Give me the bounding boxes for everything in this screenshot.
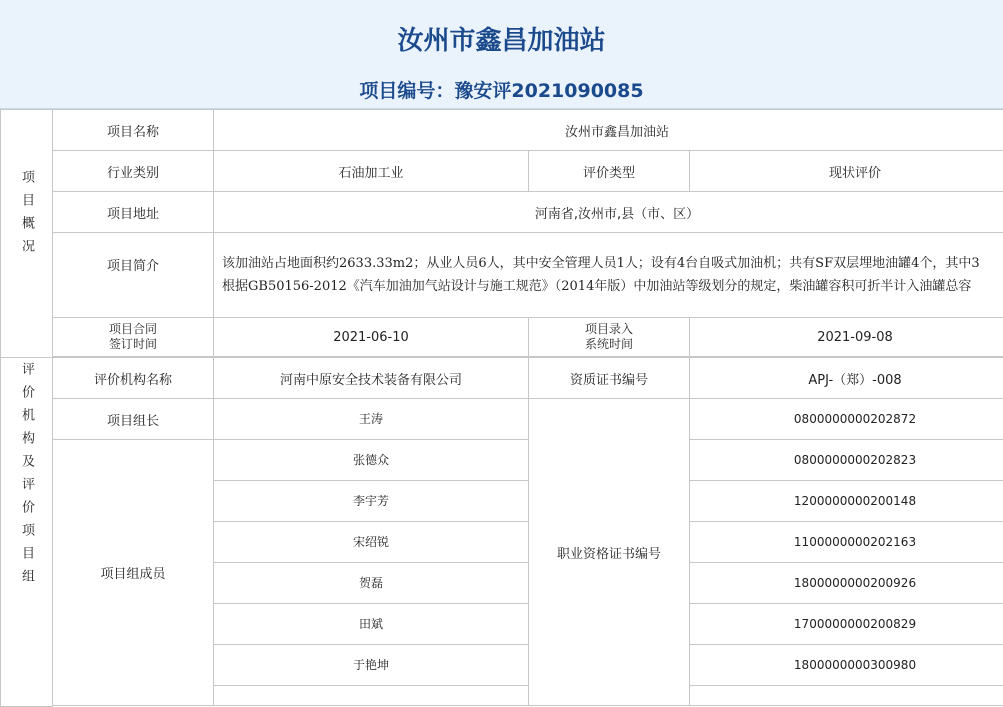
member-name: 张德众 bbox=[214, 440, 529, 481]
address-value: 河南省,汝州市,县（市、区） bbox=[214, 192, 1003, 233]
project-name-value: 汝州市鑫昌加油站 bbox=[214, 110, 1003, 151]
cert-label: 资质证书编号 bbox=[529, 358, 690, 399]
contract-date-label: 项目合同 签订时间 bbox=[53, 318, 214, 357]
eval-type-value: 现状评价 bbox=[690, 151, 1003, 192]
address-label: 项目地址 bbox=[53, 192, 214, 233]
member-name: 宋绍锐 bbox=[214, 522, 529, 563]
member-cert: 1100000000202163 bbox=[690, 522, 1003, 563]
member-cert: 0800000000202823 bbox=[690, 440, 1003, 481]
org-name-value: 河南中原安全技术装备有限公司 bbox=[214, 358, 529, 399]
intro-line-2: 根据GB50156-2012《汽车加油加气站设计与施工规范》（2014年版）中加油站等级划分的规定，柴油罐容积可折半计入油罐总容 bbox=[222, 275, 1003, 298]
eval-type-label: 评价类型 bbox=[529, 151, 690, 192]
leader-label: 项目组长 bbox=[53, 399, 214, 440]
members-label: 项目组成员 bbox=[53, 440, 214, 706]
cert-value: APJ-（郑）-008 bbox=[690, 358, 1003, 399]
member-name: 田斌 bbox=[214, 604, 529, 645]
leader-cert: 0800000000202872 bbox=[690, 399, 1003, 440]
project-number: 项目编号：豫安评2021090085 bbox=[0, 76, 1003, 103]
member-cert: 1700000000200829 bbox=[690, 604, 1003, 645]
intro-line-1: 该加油站占地面积约2633.33m2；从业人员6人，其中安全管理人员1人；设有4台自吸式加油机；共有SF双层埋地油罐4个，其中3 bbox=[222, 252, 1003, 275]
intro-value bbox=[214, 233, 1003, 318]
section-org bbox=[1, 358, 53, 707]
table-row bbox=[1, 151, 1003, 192]
page-header bbox=[0, 0, 1003, 109]
page-title: 汝州市鑫昌加油站 bbox=[0, 20, 1003, 57]
section-org-label: 评价机构及评价项目组 bbox=[17, 362, 36, 592]
org-name-label: 评价机构名称 bbox=[53, 358, 214, 399]
entry-date-value: 2021-09-08 bbox=[690, 318, 1003, 357]
leader-name: 王涛 bbox=[214, 399, 529, 440]
industry-label: 行业类别 bbox=[53, 151, 214, 192]
project-name-label: 项目名称 bbox=[53, 110, 214, 151]
section-overview-label: 项目概况 bbox=[17, 170, 36, 262]
table-row bbox=[1, 318, 1003, 357]
member-name: 李宇芳 bbox=[214, 481, 529, 522]
member-name: 贺磊 bbox=[214, 563, 529, 604]
table-row bbox=[1, 110, 1003, 151]
member-cert: 1800000000200926 bbox=[690, 563, 1003, 604]
member-cert: 1800000000300980 bbox=[690, 645, 1003, 686]
table-row bbox=[1, 358, 1003, 399]
section-overview bbox=[1, 110, 53, 358]
project-info-table bbox=[0, 109, 1003, 707]
table-row bbox=[1, 192, 1003, 233]
member-cert: 1200000000200148 bbox=[690, 481, 1003, 522]
contract-date-value: 2021-06-10 bbox=[214, 318, 529, 357]
qual-cert-label: 职业资格证书编号 bbox=[529, 399, 690, 706]
intro-label: 项目简介 bbox=[53, 233, 214, 318]
table-row bbox=[1, 440, 1003, 481]
table-row bbox=[1, 233, 1003, 318]
member-name: 于艳坤 bbox=[214, 645, 529, 686]
table-row bbox=[1, 399, 1003, 440]
industry-value: 石油加工业 bbox=[214, 151, 529, 192]
entry-date-label: 项目录入 系统时间 bbox=[529, 318, 690, 357]
